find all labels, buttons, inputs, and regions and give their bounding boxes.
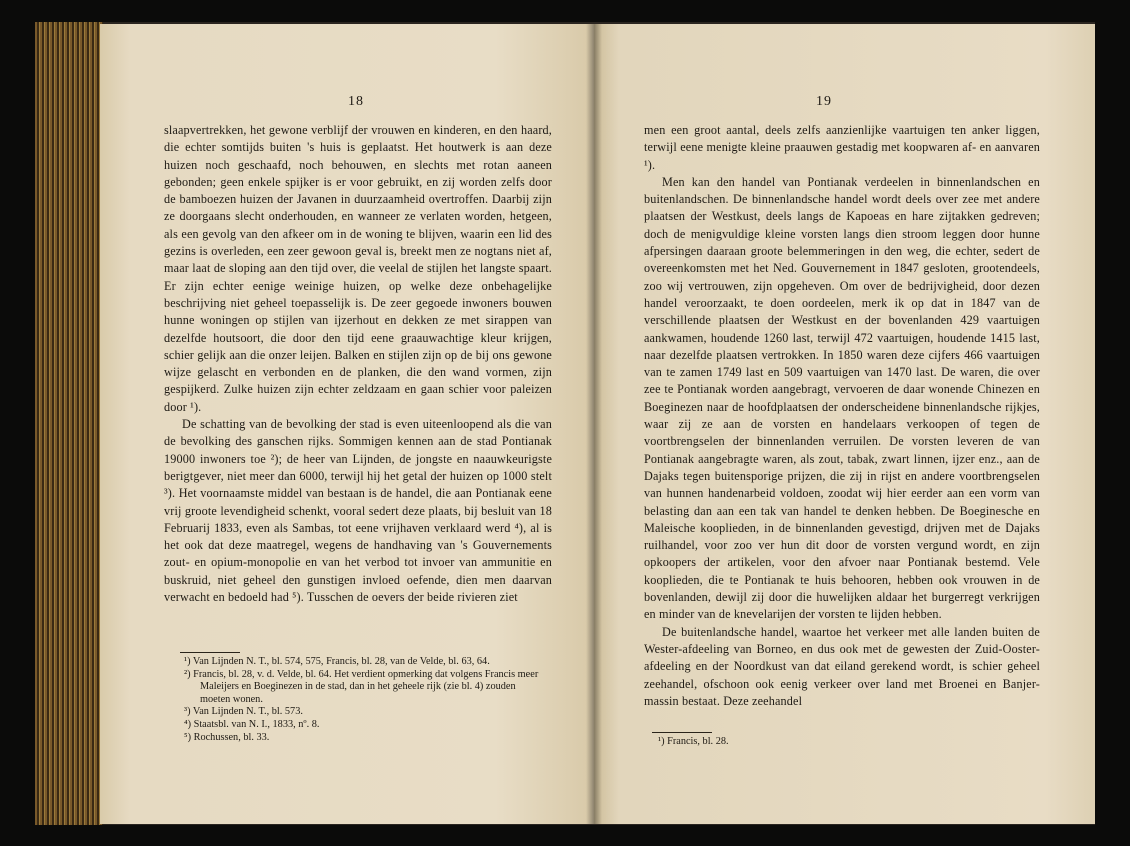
paragraph: De schatting van de bevolking der stad is even uiteenloopend als die van de bevolking des ganschen rijks. Sommigen kennen aan de stad Pontianak 19000 inwoners toe ²); de heer van Lijnden, de jongste en naauwkeurigste berigtgever, niet meer dan 6000, terwijl hij het getal der huizen op 1000 stelt ³). Het voornaamste middel van bestaan is de handel, die aan Pontianak eene vrij groote levendigheid schenkt, vooral sedert deze plaats, bij besluit van 18 Februarij 1833, even als Sambas, tot eene vrijhaven verklaard werd ⁴), al is het ook dat deze maatregel, wegens de handhaving van 's Gouvernements zout- en opium-monopolie en van het verbod tot invoer van ammunitie en buskruid, niet geheel den gunstigen invloed oefende, dien men daarvan verwacht en bedoeld had ⁵). Tusschen de oevers der beide rivieren ziet <box>164 417 552 605</box>
footnote: ⁴) Staatsbl. van N. I., 1833, nº. 8. <box>184 718 320 730</box>
paragraph: men een groot aantal, deels zelfs aanzienlijke vaartuigen ten anker liggen, terwijl eene menigte kleine praauwen gestadig met koopwaren af- en aanvaren ¹). <box>644 123 1040 172</box>
left-page <box>100 24 594 824</box>
page-number: 19 <box>816 94 832 109</box>
paragraph: slaapvertrekken, het gewone verblijf der vrouwen en kinderen, en den haard, die echter somtijds buiten 's huis is geplaatst. Het houtwerk is aan deze huizen noch geschaafd, noch behouwen, en slechts met rotan aaneen gebonden; geen enkele spijker is er voor gebruikt, en zij worden zelfs door de bamboezen huizen der Javanen in duurzaamheid overtroffen. Daarbij zijn ze doorgaans slecht onderhouden, en wanneer ze verlaten worden, hetgeen, als een gevolg van den afkeer om in de woning te blijven, waarin een lid des gezins is overleden, een zeer gewoon geval is, breekt men ze nogtans niet af, maar laat de sloping aan den tijd over, die veelal de stijlen het langste spaart. Er zijn echter eenige weinige huizen, op welke deze onbehagelijke beschrijving niet geheel toepasselijk is. De zeer gegoede inwoners bouwen hunne woningen op stijlen van ijzerhout en dekken ze met sirappen van dezelfde houtsoort, die door den tijd eene graauwachtige kleur krijgen, schier gelijk aan die onzer leijen. Balken en stijlen zijn op de bij ons gewone wijze gelascht en verbonden en de planken, die den wand vormen, zijn gespijkerd. Zulke huizen zijn echter zeldzaam en gaan schier voor paleizen door ¹). <box>164 123 552 414</box>
page-edges <box>35 22 103 825</box>
page-number: 18 <box>348 94 364 109</box>
footnote-rule <box>652 732 712 733</box>
footnotes <box>178 656 548 744</box>
paragraph: De buitenlandsche handel, waartoe het verkeer met alle landen buiten de Wester-afdeeling van Borneo, en dus ook met de gewesten der Zuid-Ooster-afdeeling en der Noordkust van dat eiland gerekend wordt, is schier geheel zeehandel, ofschoon ook eenig verkeer over land met Broenei en Banjer-massin bestaat. Deze zeehandel <box>644 624 1040 708</box>
right-page <box>594 24 1095 824</box>
footnote-rule <box>180 652 240 653</box>
footnote: ⁵) Rochussen, bl. 33. <box>184 731 270 743</box>
book-gutter <box>586 24 602 824</box>
body-text <box>164 122 552 606</box>
footnote: ²) Francis, bl. 28, v. d. Velde, bl. 64. Het verdient opmerking dat volgens Francis meer Maleijers en Boeginezen in de stad, dan in het geheele rijk (zie bl. 4) zouden moeten wonen. <box>184 668 539 705</box>
footnote: ¹) Van Lijnden N. T., bl. 574, 575, Francis, bl. 28, van de Velde, bl. 63, 64. <box>184 656 490 667</box>
footnote: ¹) Francis, bl. 28. <box>658 736 729 747</box>
footnote: ³) Van Lijnden N. T., bl. 573. <box>184 706 303 718</box>
paragraph: Men kan den handel van Pontianak verdeelen in binnenlandschen en buitenlandschen. De binnenlandsche handel wordt deels over zee met andere plaatsen der Westkust, deels langs de Kapoeas en hare zijtakken gedreven; doch de menigvuldige kleine vorsten langs dien stroom leggen door hunne afpersingen daaraan groote belemmeringen in den weg, die echter, sedert de overeenkomsten met het Ned. Gouvernement in 1847 gesloten, grootendeels, zoo wij vertrouwen, zijn opgeheven. Om over de bedrijvigheid, door dezen handel veroorzaakt, te doen oordeelen, merk ik op dat in 1847 van de verschillende plaatsen der Westkust en der bovenlanden 429 vaartuigen aankwamen, houdende 1260 last, terwijl 472 vaartuigen, houdende 1415 last, naar dezelfde plaatsen vertrokken. In 1850 waren deze cijfers 466 vaartuigen van te zamen 1749 last en 509 vaartuigen van 1470 last. De waren, die over zee te Pontianak worden aangebragt, vervoeren de daar wonende Chinezen en Boeginezen naar de hoofdplaatsen der onderscheidene binnenlandsche rijkjes, waar zij ze aan de vorsten en handelaars verkoopen of tegen de voortbrengselen der binnenlanden verruilen. De vorsten leveren de van Pontianak aangebragte waren, als zout, tabak, zwart linnen, ijzer enz., aan de Dajaks tegen buitensporige prijzen, die zij in rijst en andere voortbrengselen van hunnen handenarbeid voldoen, zoodat wij hier eerder aan een vorm van belasting dan aan een tak van handel te denken hebben. De Boeginesche en Maleische kooplieden, in de binnenlanden gevestigd, drijven met de Dajaks ruilhandel, voor zoo ver hun dit door de vorsten vergund wordt, en zijn opkoopers der artikelen, voor den afvoer naar Pontianak bestemd. Vele kooplieden, die te Pontianak te huis behooren, hebben ook vrouwen in de bovenlanden, dewijl zij door die huwelijken aldaar het burgerregt verkrijgen en minder van de knevelarijen der vorsten te lijden hebben. <box>644 174 1040 622</box>
footnotes <box>652 736 952 749</box>
body-text <box>644 122 1040 710</box>
